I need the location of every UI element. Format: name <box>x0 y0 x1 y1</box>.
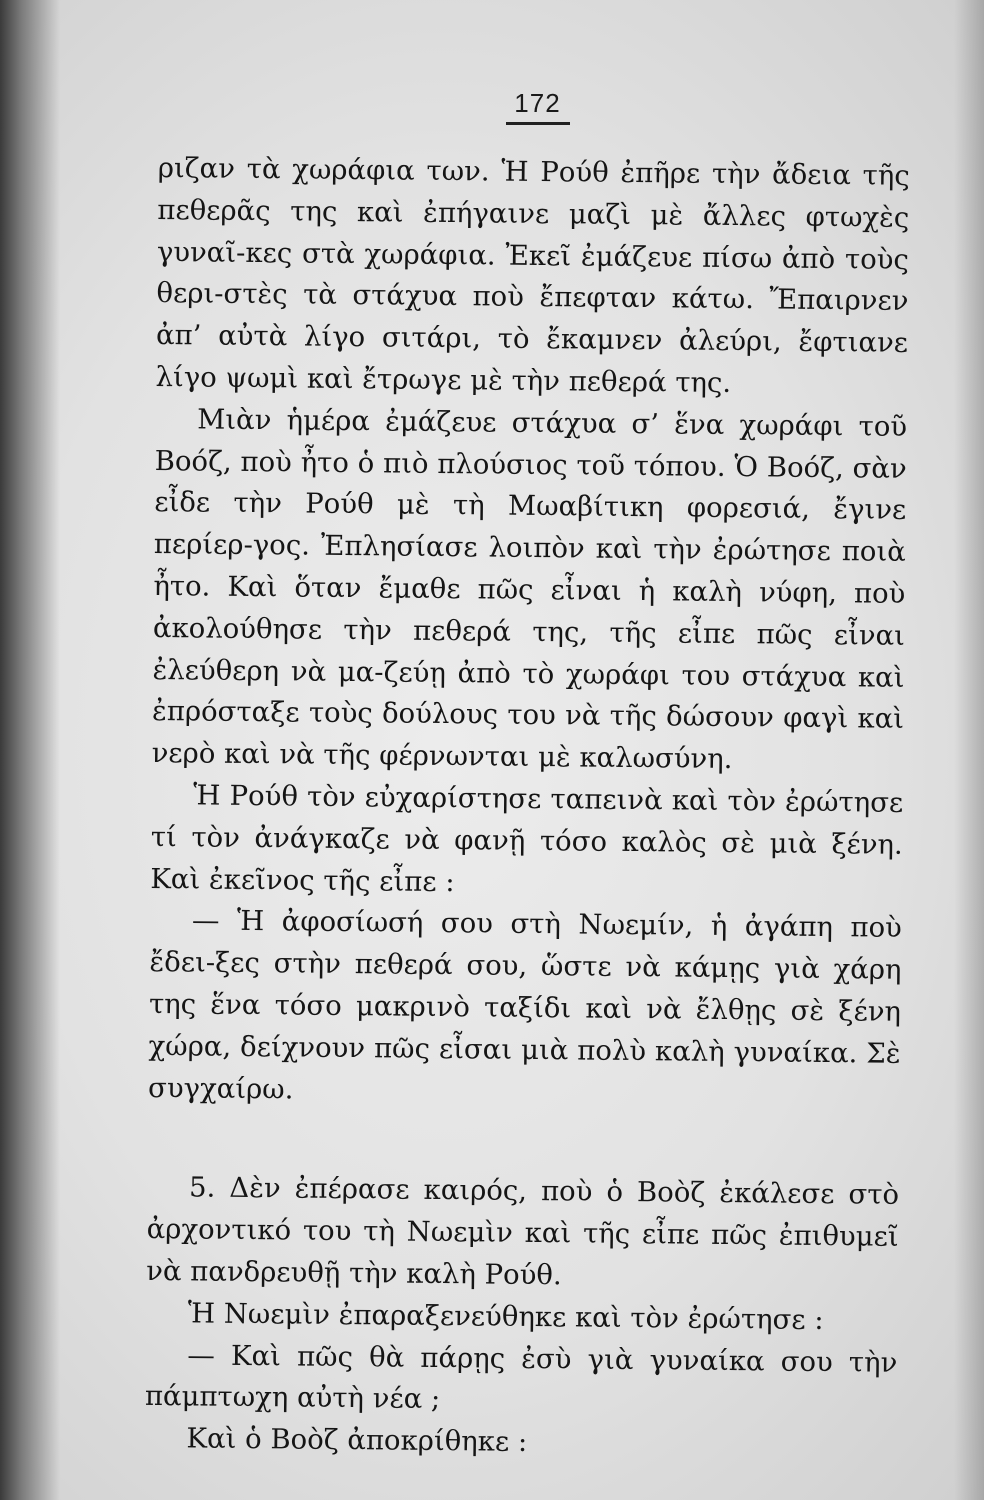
paragraph-continued: ριζαν τὰ χωράφια των. Ἡ Ρούθ ἐπῆρε τὴν ἄδεια τῆς πεθερᾶς της καὶ ἐπήγαινε μαζὶ μὲ ἄλλες φτωχὲς γυναῖ-κες στὰ χωράφια. Ἐκεῖ ἐμάζευε πίσω ἀπὸ τοὺς θερι-στὲς τὰ στάχυα ποὺ ἔπεφταν κάτω. Ἔπαιρνεν ἀπ’ αὐτὰ λίγο σιτάρι, τὸ ἔκαμνεν ἀλεύρι, ἔφτιανε λίγο ψωμὶ καὶ ἔτρωγε μὲ τὴν πεθερά της. <box>155 151 910 399</box>
dialogue-paragraph: — Καὶ πῶς θὰ πάρῃς ἐσὺ γιὰ γυναίκα σου τὴν πάμπτωχη αὐτὴ νέα ; <box>144 1338 898 1416</box>
paragraph: Καὶ ὁ Βοὸζ ἀποκρίθηκε : <box>186 1422 528 1459</box>
binding-shadow <box>0 0 60 1500</box>
paragraph: Μιὰν ἡμέρα ἐμάζευε στάχυα σ’ ἕνα χωράφι τοῦ Βοόζ, ποὺ ἦτο ὁ πιὸ πλούσιος τοῦ τόπου. Ὁ Βοόζ, σὰν εἶδε τὴν Ρούθ μὲ τὴ Μωαβίτικη φορεσιά, ἔγινε περίερ-γος. Ἐπλησίασε λοιπὸν καὶ τὴν ἐρώτησε ποιὰ ἦτο. Καὶ ὅταν ἔμαθε πῶς εἶναι ἡ καλὴ νύφη, ποὺ ἀκολούθησε τὴν πεθερά της, τῆς εἶπε πῶς εἶναι ἐλεύθερη νὰ μα-ζεύῃ ἀπὸ τὸ χωράφι του στάχυα καὶ ἐπρόσταξε τοὺς δούλους του νὰ τῆς δώσουν φαγὶ καὶ νερὸ καὶ νὰ τῆς φέρνωνται μὲ καλωσύνη. <box>151 403 908 776</box>
section-paragraph: 5. Δὲν ἐπέρασε καιρός, ποὺ ὁ Βοὸζ ἐκάλεσε στὸ ἀρχοντικό του τὴ Νωεμὶν καὶ τῆς εἶπε πῶς ἐπιθυμεῖ νὰ πανδρευθῇ τὴν καλὴ Ρούθ. <box>146 1171 900 1292</box>
paragraph: Ἡ Νωεμὶν ἐπαραξενεύθηκε καὶ τὸν ἐρώτησε : <box>187 1297 824 1336</box>
page-number: 172 <box>514 88 561 118</box>
section-gap <box>147 1109 900 1175</box>
body-text <box>144 148 910 1468</box>
page-number-rule <box>506 122 570 125</box>
page-edge-shadow <box>954 0 984 1500</box>
dialogue-paragraph: — Ἡ ἀφοσίωσή σου στὴ Νωεμίν, ἡ ἀγάπη ποὺ ἔδει-ξες στὴν πεθερά σου, ὥστε νὰ κάμῃς γιὰ χάρη της ἕνα τόσο μακρινὸ ταξίδι καὶ νὰ ἔλθῃς σὲ ξένη χώρα, δείχνουν πῶς εἶσαι μιὰ πολὺ καλὴ γυναίκα. Σὲ συγχαίρω. <box>147 904 903 1106</box>
paragraph: Ἡ Ρούθ τὸν εὐχαρίστησε ταπεινὰ καὶ τὸν ἐρώτησε τί τὸν ἀνάγκαζε νὰ φανῇ τόσο καλὸς σὲ μιὰ ξένη. Καὶ ἐκεῖνος τῆς εἶπε : <box>150 779 904 898</box>
